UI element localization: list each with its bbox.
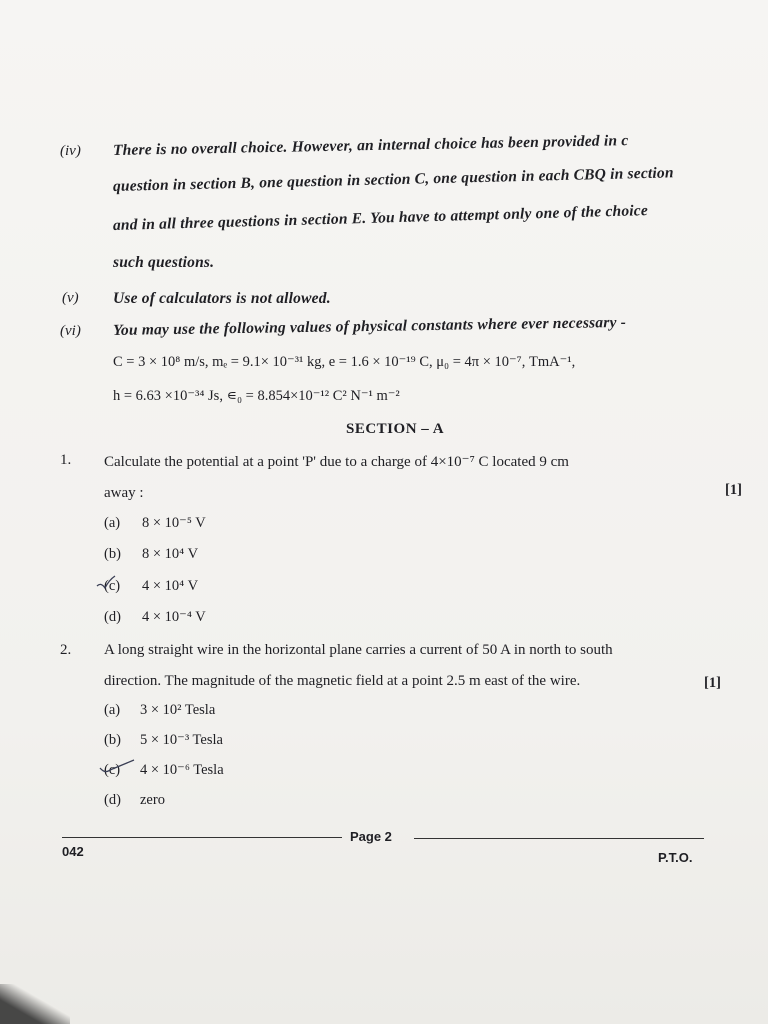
footer-divider-left (62, 837, 342, 838)
footer-pto: P.T.O. (658, 850, 693, 865)
question-1-option-a-label: (a) (104, 515, 121, 531)
instruction-number-iv: (iv) (60, 143, 81, 159)
instruction-iv-line-2: question in section B, one question in section C, one question in each CBQ in section (112, 164, 674, 195)
question-1-option-a-text: 8 × 10⁻⁵ V (142, 515, 206, 531)
question-2-option-d-label: (d) (104, 792, 121, 808)
footer-divider-right (414, 838, 704, 839)
section-title: SECTION – A (346, 421, 445, 437)
question-2-option-d-text: zero (140, 792, 165, 808)
instruction-vi-line-1: You may use the following values of physical constants where ever necessary - (112, 313, 627, 339)
question-1-option-c-label: (c) (104, 578, 121, 594)
question-2-option-b-label: (b) (104, 732, 121, 748)
question-1-marks: [1] (725, 482, 742, 498)
question-2-option-b-text: 5 × 10⁻³ Tesla (140, 732, 223, 748)
constants-line-1: C = 3 × 10⁸ m/s, mₑ = 9.1× 10⁻³¹ kg, e = 1.6 × 10⁻¹⁹ C, μ₀ = 4π × 10⁻⁷, TmA⁻¹, (113, 354, 576, 370)
instruction-iv-line-3: and in all three questions in section E. You have to attempt only one of the choice (112, 202, 649, 234)
question-2-marks: [1] (704, 675, 721, 691)
question-2-option-a-text: 3 × 10² Tesla (140, 702, 216, 718)
question-1-option-b-text: 8 × 10⁴ V (142, 546, 199, 562)
question-2-line-2: direction. The magnitude of the magnetic field at a point 2.5 m east of the wire. (104, 673, 581, 689)
pen-tick-mark-icon (98, 758, 138, 778)
footer-subject-code: 042 (62, 844, 84, 859)
footer-page-number: Page 2 (350, 829, 392, 844)
question-1-option-b-label: (b) (104, 546, 121, 562)
question-1-line-2: away : (104, 485, 144, 501)
question-1-option-c-text: 4 × 10⁴ V (142, 578, 199, 594)
question-2-option-c-text: 4 × 10⁻⁶ Tesla (140, 762, 224, 778)
page-corner-shadow (0, 984, 70, 1024)
constants-line-2: h = 6.63 ×10⁻³⁴ Js, ∊₀ = 8.854×10⁻¹² C² N⁻¹ m⁻² (113, 388, 400, 404)
instruction-iv-line-1: There is no overall choice. However, an internal choice has been provided in c (112, 132, 629, 159)
question-1-option-d-label: (d) (104, 609, 121, 625)
instruction-number-vi: (vi) (60, 323, 81, 339)
pen-tick-mark-icon (95, 574, 117, 596)
instruction-v-line-1: Use of calculators is not allowed. (113, 290, 331, 307)
question-1-number: 1. (60, 452, 72, 468)
question-2-option-a-label: (a) (104, 702, 121, 718)
instruction-number-v: (v) (62, 290, 79, 306)
question-1-line-1: Calculate the potential at a point 'P' due to a charge of 4×10⁻⁷ C located 9 cm (104, 454, 569, 470)
question-1-option-d-text: 4 × 10⁻⁴ V (142, 609, 206, 625)
instruction-iv-line-4: such questions. (113, 254, 215, 271)
question-2-number: 2. (60, 642, 72, 658)
question-2-option-c-label: (c) (104, 762, 121, 778)
question-2-line-1: A long straight wire in the horizontal plane carries a current of 50 A in north to south (104, 642, 613, 658)
